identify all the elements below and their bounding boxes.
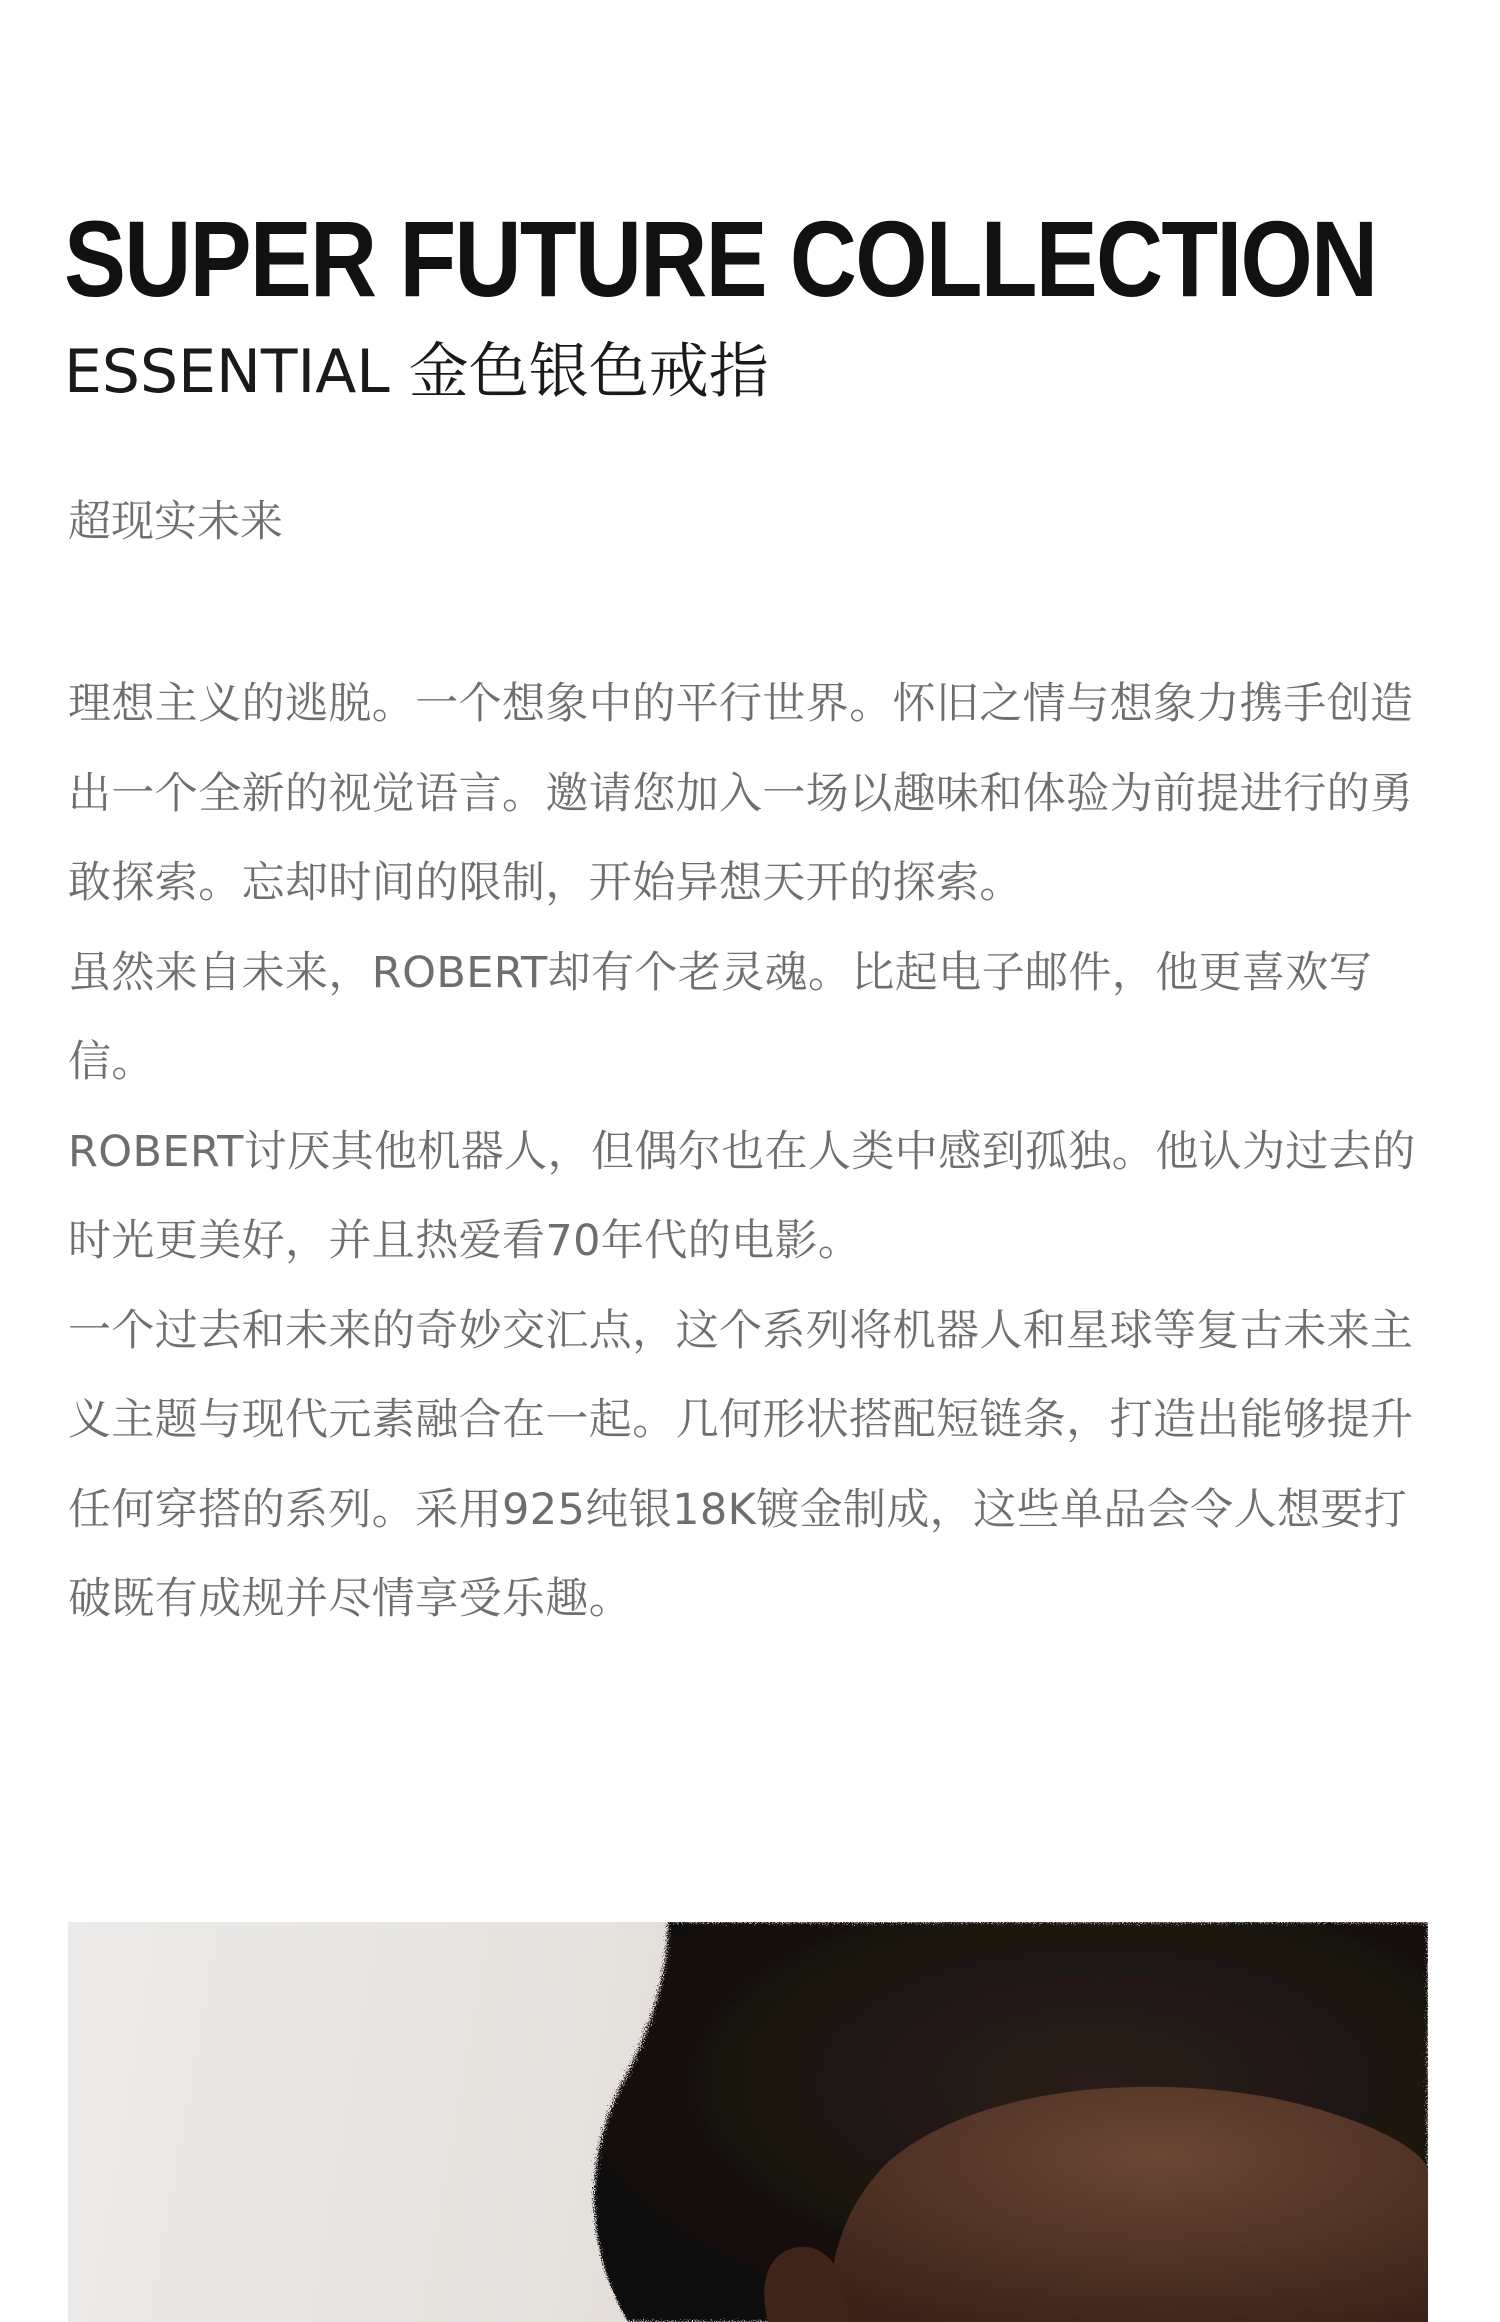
model-portrait-photo xyxy=(68,1922,1428,2322)
description-paragraph: 一个过去和未来的奇妙交汇点，这个系列将机器人和星球等复古未来主义主题与现代元素融合在一起。几何形状搭配短链条，打造出能够提升任何穿搭的系列。采用925纯银18K镀金制成，这些单品会令人想要打破既有成规并尽情享受乐趣。 xyxy=(68,1305,1414,1624)
collection-tagline: 超现实未来 xyxy=(68,497,283,547)
collection-title: SUPER FUTURE COLLECTION xyxy=(64,198,1377,319)
description-paragraph: 虽然来自未来，ROBERT却有个老灵魂。比起电子邮件，他更喜欢写信。 xyxy=(68,947,1373,1087)
portrait-illustration xyxy=(68,1922,1428,2322)
description-paragraph: 理想主义的逃脱。一个想象中的平行世界。怀旧之情与想象力携手创造出一个全新的视觉语言。邀请您加入一场以趣味和体验为前提进行的勇敢探索。忘却时间的限制，开始异想天开的探索。 xyxy=(68,679,1414,908)
collection-subtitle: ESSENTIAL 金色银色戒指 xyxy=(64,337,769,407)
description-paragraph: ROBERT讨厌其他机器人，但偶尔也在人类中感到孤独。他认为过去的时光更美好，并且热爱看70年代的电影。 xyxy=(68,1126,1416,1266)
collection-description xyxy=(68,660,1428,1645)
